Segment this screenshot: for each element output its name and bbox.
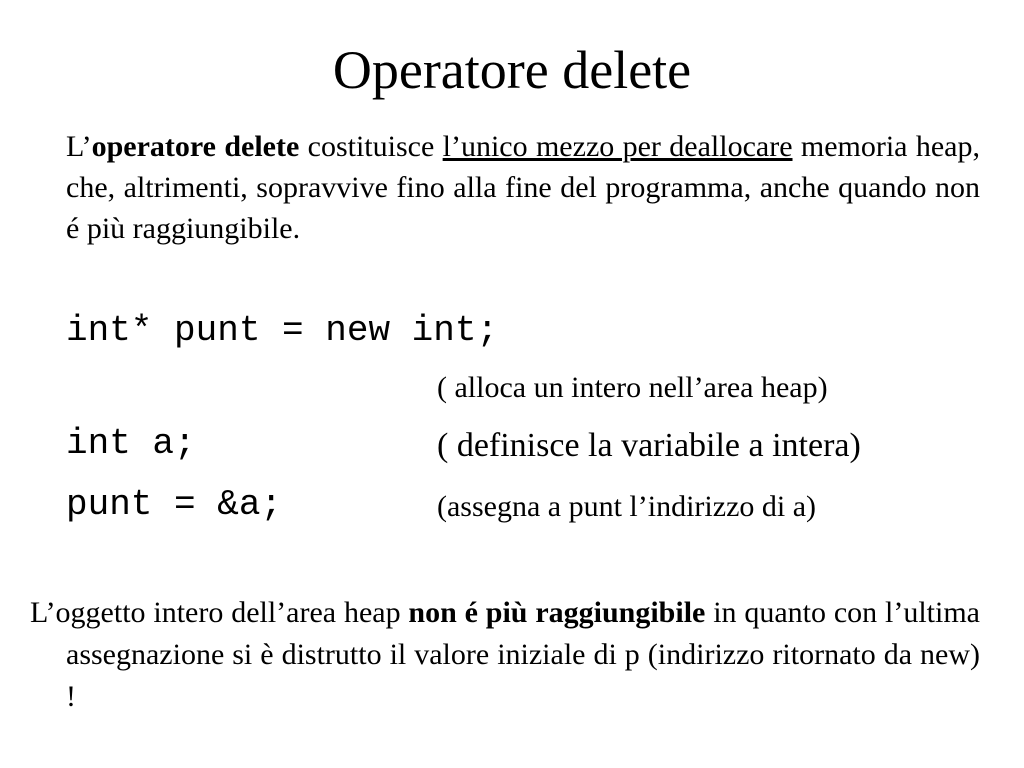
intro-prefix: L’ xyxy=(66,130,92,163)
code-comment-3: (assegna a punt l’indirizzo di a) xyxy=(437,490,817,523)
intro-underlined: l’unico mezzo per deallocare xyxy=(442,130,793,163)
code-line-2: int a; xyxy=(66,423,196,464)
slide-title: Operatore delete xyxy=(332,40,692,100)
code-line-3: punt = &a; xyxy=(66,484,283,525)
intro-mid: costituisce xyxy=(299,130,443,163)
conclusion-paragraph xyxy=(30,592,980,718)
intro-paragraph xyxy=(66,126,980,249)
conclusion-prefix: L’oggetto intero dell’area heap xyxy=(30,596,409,629)
conclusion-bold-term: non é più raggiungibile xyxy=(408,596,706,629)
code-comment-2: ( definisce la variabile a intera) xyxy=(437,427,861,464)
conclusion-rest: in quanto con l’ultima assegnazione si è distrutto il valore iniziale di p (indirizzo ritornato da new) ! xyxy=(66,596,980,713)
code-comment-1: ( alloca un intero nell’area heap) xyxy=(437,371,828,404)
intro-rest: memoria heap, che, altrimenti, sopravvive fino alla fine del programma, anche quando non é più raggiungibile. xyxy=(66,130,980,245)
code-line-1: int* punt = new int; xyxy=(66,310,499,351)
intro-bold-term: operatore delete xyxy=(91,130,300,163)
